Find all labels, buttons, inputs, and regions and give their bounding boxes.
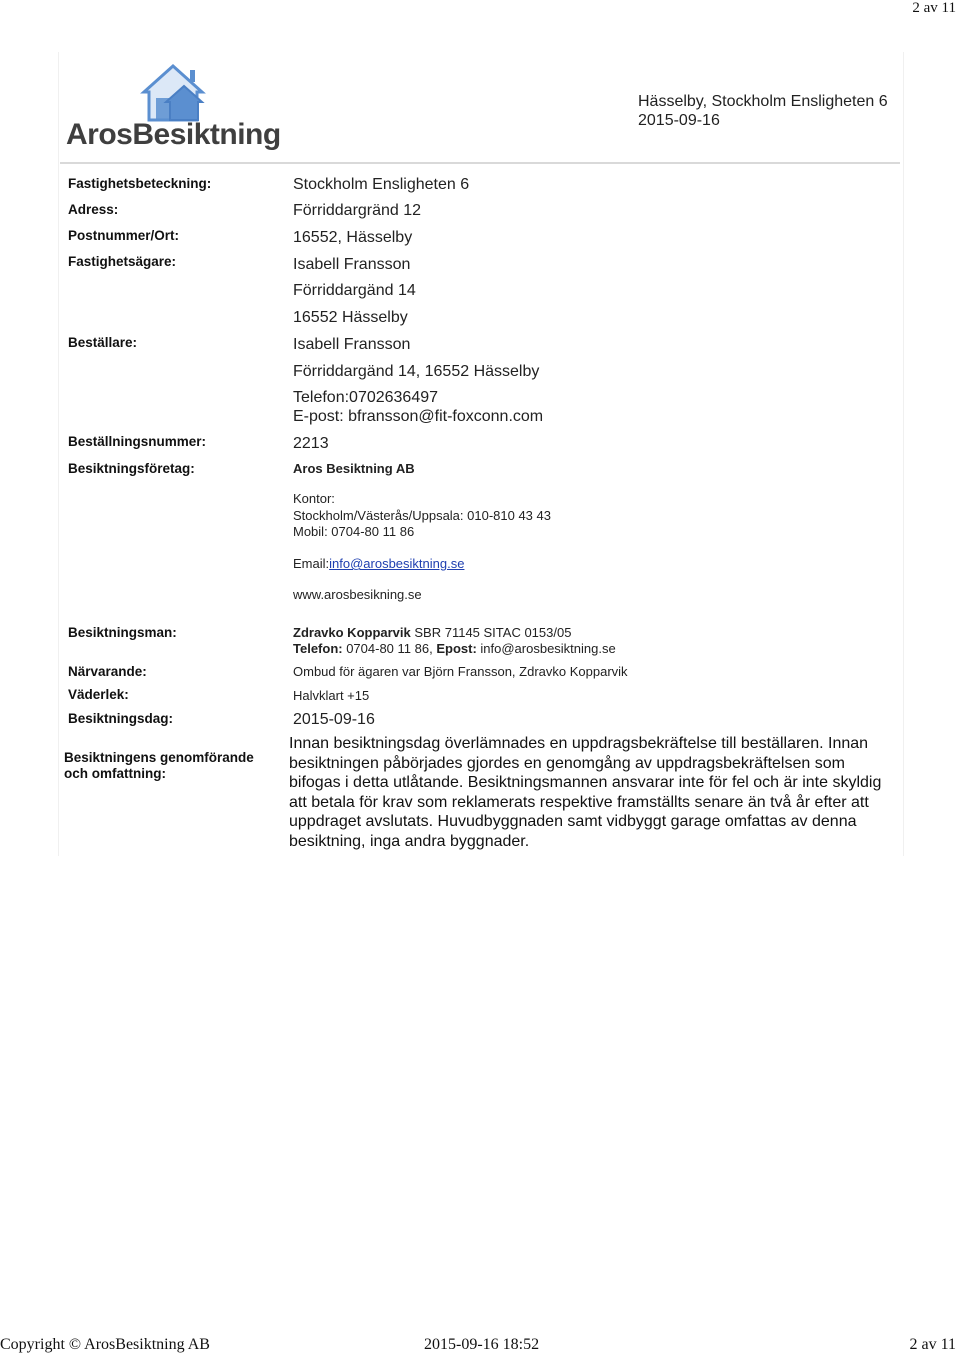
label-besiktningsforetag: Besiktningsföretag: <box>68 461 195 476</box>
value-bestallare-address: Förriddargänd 14, 16552 Hässelby <box>293 363 540 380</box>
value-foretag-phone: Stockholm/Västerås/Uppsala: 010-810 43 43 <box>293 508 551 523</box>
label-fastighetsbeteckning: Fastighetsbeteckning: <box>68 176 212 191</box>
value-besiktningsdag: 2015-09-16 <box>293 711 375 728</box>
label-postnummer: Postnummer/Ort: <box>68 228 180 243</box>
house-logo-icon <box>66 62 276 122</box>
phone-label: Telefon: <box>293 641 343 656</box>
value-narvarande: Ombud för ägaren var Björn Fransson, Zdravko Kopparvik <box>293 664 628 679</box>
value-bestallare-phone: Telefon:0702636497 <box>293 389 439 406</box>
value-bestallare-name: Isabell Fransson <box>293 336 411 353</box>
value-bestallare-email: E-post: bfransson@fit-foxconn.com <box>293 408 544 425</box>
label-omfattning-line2: och omfattning: <box>64 766 166 781</box>
besiktningsman-line <box>293 625 571 640</box>
value-agare-street: Förriddargänd 14 <box>293 282 416 299</box>
value-postnummer: 16552, Hässelby <box>293 229 413 246</box>
value-foretag-name: Aros Besiktning AB <box>293 461 415 476</box>
value-vaderlek: Halvklart +15 <box>293 688 370 703</box>
epost-label: Epost: <box>436 641 477 656</box>
header-divider <box>60 162 900 164</box>
foretag-web-link[interactable]: www.arosbesikning.se <box>293 587 422 602</box>
email-prefix: Email: <box>293 556 330 571</box>
label-vaderlek: Väderlek: <box>68 687 129 702</box>
footer-page: 2 av 11 <box>909 1336 956 1353</box>
label-narvarande: Närvarande: <box>68 664 147 679</box>
value-agare-city: 16552 Hässelby <box>293 309 408 326</box>
page-number: 2 av 11 <box>912 0 956 16</box>
label-besiktningsdag: Besiktningsdag: <box>68 711 174 726</box>
footer-timestamp: 2015-09-16 18:52 <box>424 1336 540 1353</box>
label-bestallare: Beställare: <box>68 335 138 350</box>
value-foretag-kontor: Kontor: <box>293 491 335 506</box>
foretag-email-link[interactable]: info@arosbesiktning.se <box>329 556 465 571</box>
label-besiktningsman: Besiktningsman: <box>68 625 177 640</box>
besiktningsman-phone: 0704-80 11 86, <box>342 641 437 656</box>
value-fastighetsbeteckning: Stockholm Ensligheten 6 <box>293 176 470 193</box>
foretag-email-line <box>293 556 464 571</box>
value-foretag-mobile: Mobil: 0704-80 11 86 <box>293 524 415 539</box>
footer-copyright: Copyright © ArosBesiktning AB <box>0 1336 210 1353</box>
label-fastighetsagare: Fastighetsägare: <box>68 254 177 269</box>
label-adress: Adress: <box>68 202 119 217</box>
besiktningsman-email: info@arosbesiktning.se <box>476 641 616 656</box>
label-bestallningsnummer: Beställningsnummer: <box>68 434 207 449</box>
besiktningsman-credentials: SBR 71145 SITAC 0153/05 <box>410 625 572 640</box>
besiktningsman-contact <box>293 641 616 656</box>
aros-logo <box>66 62 281 157</box>
besiktningsman-name: Zdravko Kopparvik <box>293 625 411 640</box>
header-location: Hässelby, Stockholm Ensligheten 6 <box>638 93 888 110</box>
label-omfattning-line1: Besiktningens genomförande <box>64 750 254 765</box>
header-date: 2015-09-16 <box>638 112 720 129</box>
omfattning-paragraph: Innan besiktningsdag överlämnades en uppdragsbekräftelse till beställaren. Innan besiktningen påbörjades gjordes en genomgång av uppdragsbekräftelsen som bifogas i detta utlåtande. Besiktningsmannen ansvarar inte för fel och är inte skyldig att betala för krav som reklamerats respektive framställts senare än två år efter att uppdraget avslutats. Huvudbyggnaden samt vidbyggt garage omfattas av denna besiktning, inga andra byggnader. <box>289 735 882 850</box>
value-bestallningsnummer: 2213 <box>293 435 329 452</box>
logo-text: ArosBesiktning <box>66 118 281 151</box>
value-adress: Förriddargränd 12 <box>293 202 422 219</box>
value-agare-name: Isabell Fransson <box>293 256 411 273</box>
